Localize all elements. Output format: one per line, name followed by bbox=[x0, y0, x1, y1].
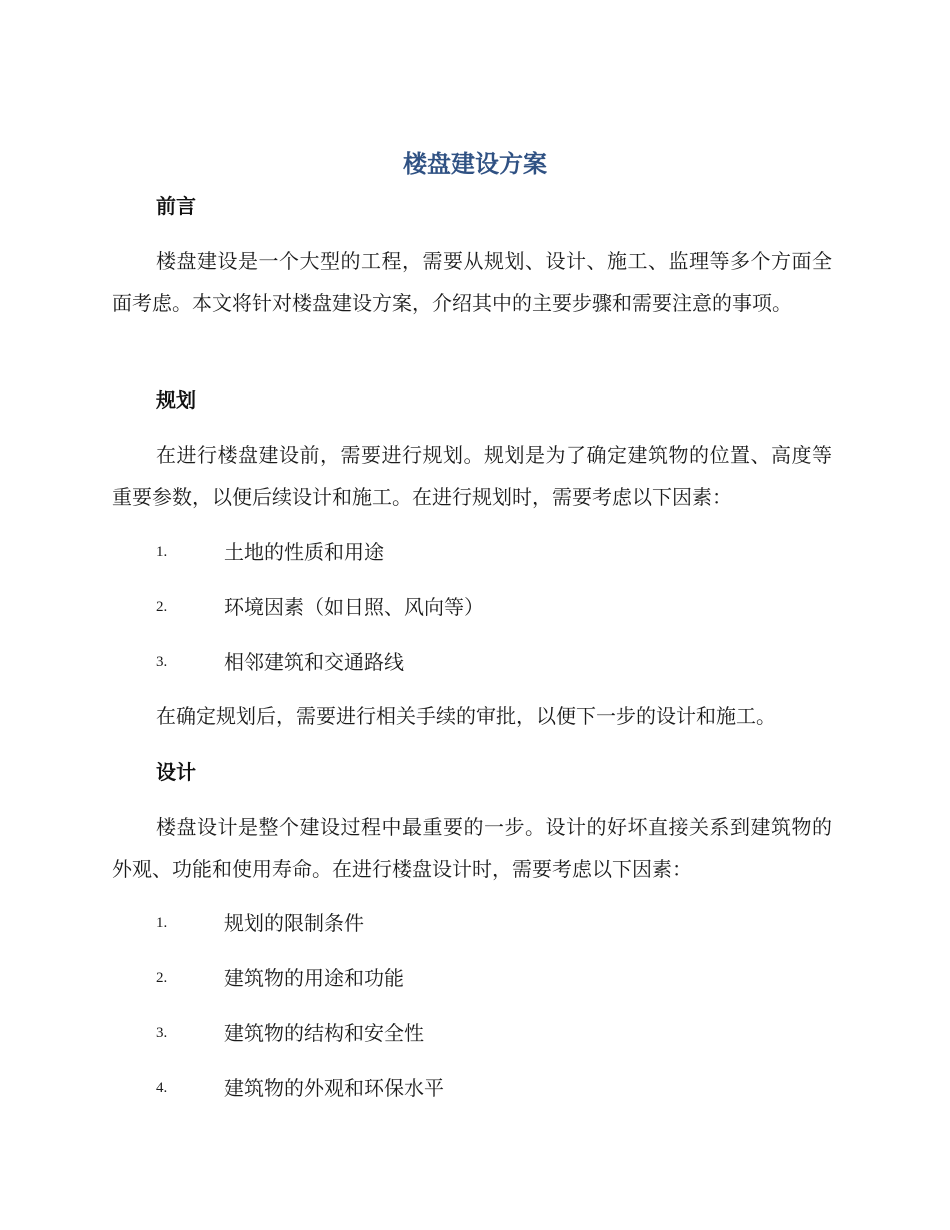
section-heading-preface: 前言 bbox=[156, 194, 196, 218]
paragraph-planning-closing: 在确定规划后，需要进行相关手续的审批，以便下一步的设计和施工。 bbox=[156, 704, 776, 728]
list-item-text: 规划的限制条件 bbox=[224, 911, 364, 935]
list-item-text: 土地的性质和用途 bbox=[224, 540, 384, 564]
list-item-text: 环境因素（如日照、风向等） bbox=[224, 595, 484, 619]
paragraph-planning: 在进行楼盘建设前，需要进行规划。规划是为了确定建筑物的位置、高度等重要参数，以便后续设计和施工。在进行规划时，需要考虑以下因素： bbox=[112, 443, 832, 509]
list-item-number: 1. bbox=[156, 544, 168, 560]
list-item-number: 1. bbox=[156, 915, 168, 931]
list-item-text: 建筑物的用途和功能 bbox=[224, 966, 404, 990]
list-item-number: 4. bbox=[156, 1080, 168, 1096]
list-planning-factors bbox=[156, 537, 484, 702]
list-item bbox=[156, 1018, 444, 1073]
paragraph-preface: 楼盘建设是一个大型的工程，需要从规划、设计、施工、监理等多个方面全面考虑。本文将针对楼盘建设方案，介绍其中的主要步骤和需要注意的事项。 bbox=[112, 249, 832, 315]
list-item-number: 3. bbox=[156, 654, 168, 670]
list-item-number: 3. bbox=[156, 1025, 168, 1041]
list-item-text: 建筑物的结构和安全性 bbox=[224, 1021, 424, 1045]
list-item-text: 相邻建筑和交通路线 bbox=[224, 650, 404, 674]
list-item bbox=[156, 963, 444, 1018]
list-item-number: 2. bbox=[156, 599, 168, 615]
list-item-text: 建筑物的外观和环保水平 bbox=[224, 1076, 444, 1100]
list-item bbox=[156, 1073, 444, 1128]
paragraph-design: 楼盘设计是整个建设过程中最重要的一步。设计的好坏直接关系到建筑物的外观、功能和使用寿命。在进行楼盘设计时，需要考虑以下因素： bbox=[112, 815, 832, 881]
section-heading-planning: 规划 bbox=[156, 388, 196, 412]
section-heading-design: 设计 bbox=[156, 760, 196, 784]
list-item-number: 2. bbox=[156, 970, 168, 986]
list-item bbox=[156, 908, 444, 963]
list-item bbox=[156, 537, 484, 592]
document-title: 楼盘建设方案 bbox=[403, 150, 547, 178]
list-design-factors bbox=[156, 908, 444, 1128]
list-item bbox=[156, 647, 484, 702]
list-item bbox=[156, 592, 484, 647]
